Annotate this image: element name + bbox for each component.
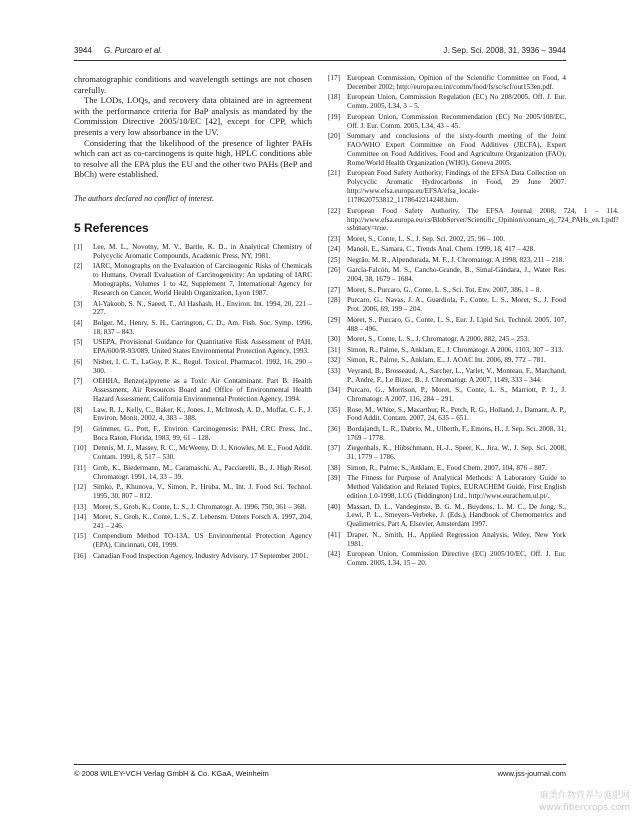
left-column (74, 74, 312, 562)
reference-text: García-Falcón, M. S., Cancho-Grande, B., Simal-Gándara, J., Water Res. 2004, 38, 1679 – 1684. (347, 266, 566, 284)
reference-number: [37] (328, 444, 340, 453)
reference-text: European Union, Commission Directive (EC) 2005/10/EC, Off. J. Eur. Comm. 2005, L34, 15 – 20. (347, 550, 566, 568)
reference-item (74, 300, 312, 318)
reference-number: [16] (74, 551, 86, 560)
reference-item (328, 296, 566, 314)
reference-item (328, 113, 566, 131)
reference-item (74, 444, 312, 462)
reference-text: Simon, R., Palme, S., Anklam, E., J. AOAC Int. 2006, 89, 772 – 781. (347, 356, 546, 365)
header-left (74, 46, 172, 60)
reference-item (328, 386, 566, 404)
reference-number: [39] (328, 474, 340, 483)
reference-text: European Union, Commission Regulation (EC) No 208/2005, Off. J. Eur. Comm. 2005, L34, 3 – 5. (347, 93, 566, 111)
reference-item (328, 425, 566, 443)
reference-item (328, 550, 566, 568)
reference-item (74, 425, 312, 443)
reference-item (328, 474, 566, 501)
reference-text: European Commission, Opinion of the Scientific Committee on Food, 4 December 2002; http://europa.eu.int/comm/food/fs/sc/scf/out153en.pdf. (347, 74, 566, 91)
reference-number: [6] (74, 357, 83, 366)
reference-text: Veyrand, B., Brosseaud, A., Sarcher, L., Varlet, V., Monteau, F., Marchand, P., Andre, F., Le Bizec, B., J. Chromatogr. A 2007, 1149, 333 – 344. (347, 366, 566, 384)
reference-number: [23] (328, 234, 340, 243)
right-column (328, 74, 619, 570)
reference-text: Manoli, E., Samara, C., Trends Anal. Chem. 1999, 18, 417 – 428. (347, 245, 536, 254)
reference-item (328, 531, 566, 549)
reference-number: [38] (328, 463, 340, 472)
reference-item (328, 367, 566, 385)
reference-number: [8] (74, 405, 83, 414)
reference-number: [29] (328, 315, 340, 324)
reference-number: [36] (328, 424, 340, 433)
reference-item (328, 335, 566, 344)
reference-text: USEPA, Provisional Guidance for Quantitative Risk Assessment of PAH, EPA/600/R-93/089, United States Environmental Protection Agency, 1993. (93, 338, 312, 356)
reference-list-left (74, 243, 312, 561)
reference-item (328, 286, 566, 295)
reference-text: IARC, Monographs on the Evaluation of Carcinogenic Risks of Chemicals to Humans, Overall Evaluation of Carcinogenicity: An updating of IARC Monographs, Volumes 1 to 42, Supplement 7, International Agency for Research on Cancer, World Health Organization, Lyon 1987. (93, 262, 312, 298)
reference-item (74, 513, 312, 531)
reference-item (74, 319, 312, 337)
reference-item (74, 532, 312, 550)
reference-item (328, 245, 566, 254)
reference-number: [15] (74, 532, 86, 541)
reference-text: Bordajandi, L. R., Dabrio, M., Ulberth, F., Emons, H., J. Sep. Sci. 2008, 31, 1769 – 1778. (347, 424, 566, 442)
reference-text: Grimmer, G., Pott, F., Environ. Carcinogenesis: PAH, CRC Press, Inc., Boca Raton, Florida, 1983, 99, 61 – 128. (93, 424, 312, 442)
reference-item (328, 169, 566, 205)
reference-text: Rose, M., White, S., Macarthur, R., Petch, R. G., Holland, J., Damant, A. P., Food Addit. Contam. 2007, 24, 635 – 651. (347, 405, 566, 423)
reference-text: Canadian Food Inspection Agency, Industry Advisory, 17 September 2001. (93, 551, 309, 560)
reference-item (328, 316, 566, 334)
conflict-note: The authors declared no conflict of interest. (74, 193, 215, 203)
reference-number: [32] (328, 356, 340, 365)
reference-item (328, 74, 566, 92)
reference-item (74, 377, 312, 404)
reference-number: [4] (74, 318, 83, 327)
reference-text: Ziegenhals, K., Hübschmann, H.-J., Speer, K., Jira, W., J. Sep. Sci. 2008, 31, 1779 – 1786. (347, 444, 566, 462)
reference-number: [10] (74, 444, 86, 453)
body-paragraph: Considering that the likelihood of the presence of lighter PAHs which can act as co-carcinogens is quite high, HPLC conditions able to resolve all the EPA plus the EU and the other two PAHs (BeP and BbCh) were established. (74, 137, 312, 180)
reference-text: Grob, K., Biedermann, M., Caramaschi, A., Pacciarelli, B., J. High Resol. Chromatogr. 1991, 14, 33 – 39. (93, 463, 312, 481)
reference-item (328, 444, 566, 462)
reference-number: [34] (328, 386, 340, 395)
reference-text: European Food Safety Authority, The EFSA Journal 2008, 724, 1 – 114. http://www.efsa.europa.eu/cs/BlobServer/Scientific_Opinion/contam_ej_724_PAHs_en.1.pdf?ssbinary=true. (347, 206, 619, 233)
reference-number: [1] (74, 242, 83, 251)
reference-number: [7] (74, 377, 83, 386)
reference-number: [12] (74, 483, 86, 492)
reference-text: Dennis, M. J., Massey, R. C., McWeeny, D. J., Knowles, M. E., Food Addit. Contam. 1991, 8, 517 – 530. (93, 444, 312, 462)
reference-text: European Union, Commission Recommendation (EC) No 2005/108/EC, Off. J. Eur. Comm. 2005, L34, 43 – 45. (347, 112, 566, 130)
reference-item (328, 503, 566, 530)
reference-text: Moret, S., Grob, K., Conte, L. S., Z. Lebensm. Unters Forsch A. 1997, 204, 241 – 246. (93, 513, 312, 530)
page-number: 3944 (74, 46, 92, 55)
reference-text: Law, R. J., Kelly, C., Baker, K., Jones, J., McIntosh, A. D., Moffat, C. F., J. Environ. Monit. 2002, 4, 383 – 388. (93, 405, 312, 423)
reference-number: [18] (328, 93, 340, 102)
reference-item (74, 483, 312, 501)
reference-text: The Fitness for Purpose of Analytical Methods: A Laboratory Guide to Method Validation and Related Topics, EURACHEM Guide, First English edition 1.0-1998, LCG (Teddington) Ltd., http://www.eurachem.ul.pt/. (347, 474, 566, 501)
header-journal: J. Sep. Sci. 2008, 31, 3936 – 3944 (443, 46, 566, 55)
reference-item (74, 503, 312, 512)
footer-copyright: © 2008 WILEY-VCH Verlag GmbH & Co. KGaA, Weinheim (74, 769, 269, 778)
reference-number: [40] (328, 502, 340, 511)
reference-item (74, 338, 312, 356)
reference-text: Bolger, M., Henry, S. H., Carrington, C. D., Am. Fish. Soc. Symp. 1996, 18, 837 – 843. (93, 318, 312, 336)
reference-number: [33] (328, 366, 340, 375)
reference-number: [3] (74, 299, 83, 308)
reference-number: [26] (328, 266, 340, 275)
watermark (539, 790, 630, 814)
reference-number: [31] (328, 345, 340, 354)
reference-item (74, 358, 312, 376)
reference-text: Simon, R., Palme, S., Anklam, E., Food Chem. 2007, 104, 876 – 887. (347, 463, 547, 472)
reference-item (74, 243, 312, 261)
reference-item (74, 552, 312, 561)
body-paragraph: chromatographic conditions and wavelength settings are not chosen carefully. (74, 74, 312, 95)
reference-text: Purcaro, G., Morrison, P., Moret, S., Conte, L. S., Marriott, P. J., J. Chromatogr. A 2007, 116, 284 – 291. (347, 386, 566, 403)
reference-text: Summary and conclusions of the sixty-fourth meeting of the Joint FAO/WHO Expert Committee on Food Additives (JECFA), Expert Committee on Food Additives, Food and Agriculture Organization (FAO), Rome/World Health Organization (WHO), Geneva 2005. (347, 132, 566, 167)
reference-text: European Food Safety Authority, Findings of the EFSA Data Collection on Polycyclic Aromatic Hydrocarbons in Food, 29 June 2007. http://www.efsa.europa.eu/EFSA/efsa_locale-1178620753812_1178642214248.htm. (347, 169, 566, 205)
reference-item (74, 464, 312, 482)
reference-number: [17] (328, 74, 340, 82)
reference-number: [21] (328, 169, 340, 178)
reference-text: Simon, R., Palme, S., Anklam, E., J. Chromatogr. A 2006, 1103, 307 – 313. (347, 345, 564, 354)
reference-number: [2] (74, 262, 83, 271)
reference-number: [11] (74, 463, 86, 472)
reference-item (74, 262, 312, 298)
reference-text: Moret, S., Grob, K., Conte, L. S., J. Chromatogr. A. 1996, 750, 361 – 368. (93, 502, 307, 511)
reference-list-right (328, 74, 619, 568)
reference-text: Purcaro, G., Navas, J. A., Guardiola, F., Conte, L. S., Moret, S., J. Food Prot. 2006, 69, 199 – 204. (347, 296, 566, 314)
reference-text: OEHHA, Benzo(a)pyrene as a Toxic Air Contaminant. Part B. Health Assessment, Air Resources Board and Office of Environmental Health Hazard Assessment, California Environmental Protection Agency, 1994. (93, 377, 312, 403)
reference-text: Massart, D. L., Vandeginste, B. G. M., Buydens, L. M. C., De Jong, S., Lewi, P. L., Smeyers-Verbeke, J. (Eds.), Handbook of Chemometrics and Qualimetrics, Part A, Elsevier, Amsterdam 1997. (347, 502, 566, 529)
watermark-line2: www.fibercrops.com (539, 803, 630, 813)
section-title: 5 References (74, 220, 149, 235)
reference-item (74, 406, 312, 424)
reference-number: [28] (328, 296, 340, 305)
reference-item (328, 406, 566, 424)
reference-number: [25] (328, 255, 340, 264)
reference-number: [20] (328, 132, 340, 141)
reference-number: [14] (74, 513, 86, 522)
reference-number: [41] (328, 530, 340, 539)
reference-item (328, 356, 566, 365)
reference-item (328, 256, 566, 265)
page-header (74, 46, 566, 60)
reference-item (328, 93, 566, 111)
reference-text: Moret, S., Purcaro, G., Conte, L. S., Eur. J. Lipid Sci. Technol. 2005, 107, 488 – 496. (347, 315, 566, 333)
reference-item (328, 132, 566, 168)
reference-text: Moret, S., Purcaro, G., Conte, L. S., Sci. Tot. Env. 2007, 386, 1 – 8. (347, 285, 542, 294)
reference-text: Compendium Method TO-13A, US Environmental Protection Agency (EPA), Cincinnati, OH, 1999. (93, 532, 312, 550)
reference-number: [24] (328, 245, 340, 254)
reference-number: [22] (328, 206, 340, 215)
header-authors: G. Purcaro et al. (104, 46, 163, 55)
reference-text: Draper, N., Smith, H., Applied Regression Analysis, Wiley, New York 1981. (347, 530, 566, 548)
reference-text: Al-Yakoob, S. N., Saeed, T., Al Hashash, H., Environ. Int. 1994, 20, 221 – 227. (93, 299, 312, 317)
footer-url[interactable]: www.jss-journal.com (497, 769, 566, 778)
reference-number: [13] (74, 502, 86, 511)
body-paragraph: The LODs, LOQs, and recovery data obtained are in agreement with the performance criteria for BaP analysis as mandated by the Commission Directive 2005/10/EC [42], except for CPP, which presents a very low absorbance in the UV. (74, 95, 312, 137)
reference-item (328, 206, 619, 234)
reference-number: [19] (328, 112, 340, 121)
reference-item (328, 346, 566, 355)
reference-text: Negrão, M. R., Alpendurada, M. F., J. Chromatogr. A 1998, 823, 211 – 218. (347, 255, 565, 264)
reference-text: Moret, S., Conte, L. S., J. Chromatogr. A 2000, 882, 245 – 253. (347, 335, 530, 344)
footer-rule (74, 764, 566, 765)
reference-number: [35] (328, 405, 340, 414)
reference-item (328, 464, 566, 473)
reference-number: [30] (328, 335, 340, 344)
reference-number: [42] (328, 550, 340, 559)
reference-number: [9] (74, 424, 83, 433)
reference-number: [27] (328, 285, 340, 294)
reference-item (328, 235, 566, 244)
reference-text: Moret, S., Conte, L. S., J. Sep. Sci. 2002, 25, 96 – 100. (347, 234, 505, 243)
watermark-line1: 麻类作物营养与施肥网 (539, 791, 630, 801)
reference-item (328, 266, 566, 284)
reference-text: Nisbet, I. C. T., LaGoy, P. K., Regul. Toxicol. Pharmacol. 1992, 16, 290 – 300. (93, 357, 312, 375)
reference-text: Simko, P., Khunova, V., Simon, P., Hruba, M., Int. J. Food Sci. Technol. 1995, 30, 807 – 812. (93, 483, 312, 501)
page-footer (74, 769, 566, 778)
reference-text: Lee, M. L., Novotny, M. V., Bartle, K. D., in Analytical Chemistry of Polycyclic Aromatic Compounds, Academic Press, NY, 1981. (93, 242, 312, 260)
reference-number: [5] (74, 338, 83, 347)
header-rule (74, 60, 566, 61)
